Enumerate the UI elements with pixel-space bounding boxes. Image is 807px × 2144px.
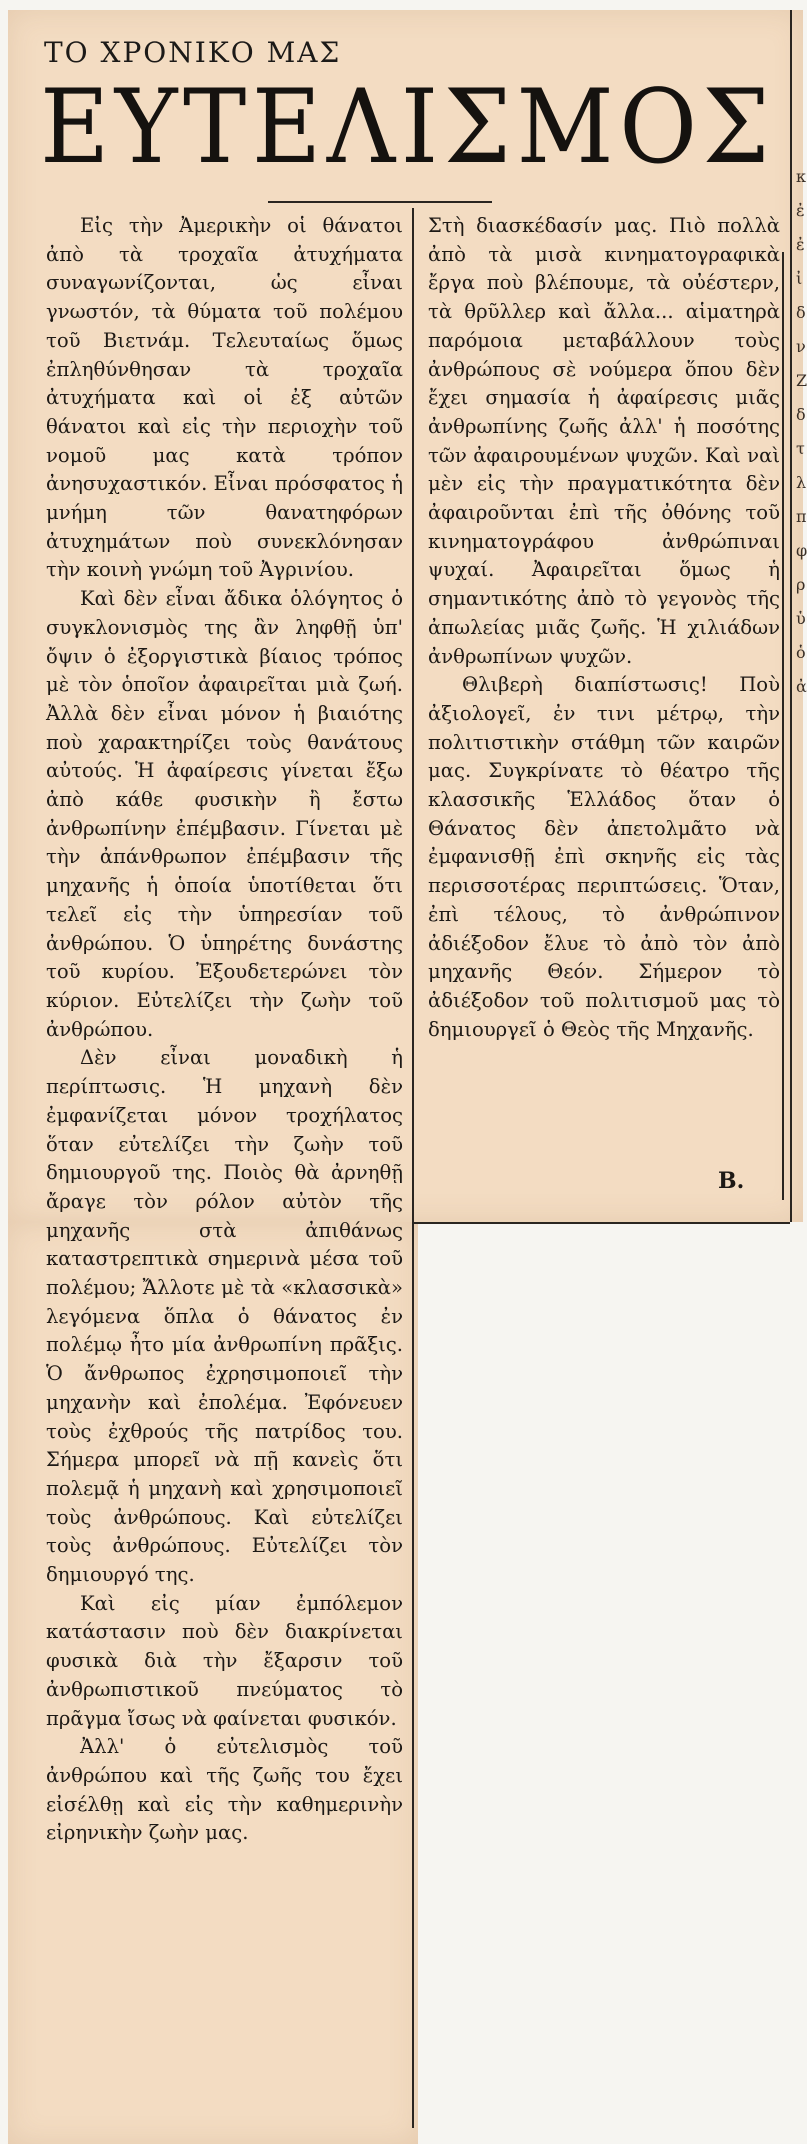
paragraph: Εἰς τὴν Ἀμερικὴν οἱ θάνατοι ἀπὸ τὰ τροχαῖα ἀτυχήματα συναγωνίζονται, ὡς εἶναι γνωστόν, τὰ θύματα τοῦ πολέμου τοῦ Βιετνάμ. Τελευταίως ὅμως ἐπληθύνθησαν τὰ τροχαῖα ἀτυχήματα καὶ οἱ ἐξ αὐτῶν θάνατοι καὶ εἰς τὴν περιοχὴν τοῦ νομοῦ μας κατὰ τρόπον ἀνησυχαστικόν. Εἶναι πρόσφατος ἡ μνήμη τῶν θανατηφόρων ἀτυχημάτων ποὺ συνεκλόνησαν τὴν κοινὴ γνώμη τοῦ Ἀγρινίου.	[46, 214, 403, 582]
column-divider	[412, 208, 414, 2128]
edge-fragment: ἐ	[796, 235, 805, 254]
section-kicker: ΤΟ ΧΡΟΝΙΚΟ ΜΑΣ	[44, 36, 342, 69]
paragraph: Δὲν εἶναι μοναδικὴ ἡ περίπτωσις. Ἡ μηχανὴ δὲν ἐμφανίζεται μόνον τροχήλατος ὅταν εὐτελίζει τὴν ζωὴν τοῦ δημιουργοῦ της. Ποιὸς θὰ ἀρνηθῇ ἄραγε τὸν ρόλον αὐτὸν τῆς μηχανῆς στὰ ἀπιθάνως καταστρεπτικὰ σημερινὰ μέσα τοῦ πολέμου; Ἄλλοτε μὲ τὰ «κλασσικὰ» λεγόμενα ὅπλα ὁ θάνατος ἐν πολέμῳ ἦτο μία ἀνθρωπίνη πρᾶξις. Ὁ ἄνθρωπος ἐχρησιμοποιεῖ τὴν μηχανὴν καὶ ἐπολέμα. Ἐφόνευεν τοὺς ἐχθρούς τῆς πατρίδος του. Σήμερα μπορεῖ νὰ πῇ κανεὶς ὅτι πολεμᾷ ἡ μηχανὴ καὶ χρησιμοποιεῖ τοὺς ἀνθρώπους. Καὶ εὐτελίζει τοὺς ἀνθρώπους. Εὐτελίζει τὸν δημιουργό της.	[46, 1046, 403, 1587]
edge-fragment: π	[796, 507, 807, 526]
edge-fragment: ὁ	[796, 643, 806, 662]
edge-fragment: ἐ	[796, 201, 805, 220]
right-column-bottom-rule	[414, 1222, 790, 1224]
edge-fragment: ρ	[796, 575, 806, 594]
edge-fragment: ἰ	[796, 269, 803, 288]
paragraph: Καὶ δὲν εἶναι ἄδικα ὁλόγητος ὁ συγκλονισμὸς της ἂν ληφθῇ ὑπ' ὄψιν ὁ ἐξοργιστικὰ βίαιος τρόπος μὲ τὸν ὁποῖον ἀφαιρεῖται μιὰ ζωή. Ἀλλὰ δὲν εἶναι μόνον ἡ βιαιότης ποὺ χαρακτηρίζει τοὺς θανάτους αὐτούς. Ἡ ἀφαίρεσις γίνεται ἔξω ἀπὸ κάθε φυσικὴν ἢ ἔστω ἀνθρωπίνην ἐπέμβασιν. Γίνεται μὲ τὴν ἀπάνθρωπον ἐπέμβασιν τῆς μηχανῆς ἡ ὁποία ὑποτίθεται ὅτι τελεῖ εἰς τὴν ὑπηρεσίαν τοῦ ἀνθρώπου. Ὁ ὑπηρέτης δυνάστης τοῦ κυρίου. Ἐξουδετερώνει τὸν κύριον. Εὐτελίζει τὴν ζωὴν τοῦ ἀνθρώπου.	[46, 587, 403, 1041]
adjacent-column-fragments	[796, 160, 806, 704]
edge-fragment: δ	[796, 405, 806, 424]
edge-fragment: τ	[796, 439, 805, 458]
edge-fragment: ἀ	[796, 677, 807, 696]
right-column-frame	[782, 252, 784, 1200]
paragraph: Θλιβερὴ διαπίστωσις! Ποὺ ἀξιολογεῖ, ἐν τινι μέτρῳ, τὴν πολιτιστικὴν στάθμη τῶν καιρῶν μας. Συγκρίνατε τὸ θέατρο τῆς κλασσικῆς Ἑλλάδος ὅταν ὁ Θάνατος δὲν ἀπετολμᾶτο νὰ ἐμφανισθῇ ἐπὶ σκηνῆς εἰς τὰς περισσοτέρας περιπτώσεις. Ὅταν, ἐπὶ τέλους, τὸ ἀνθρώπινον ἀδιέξοδον ἔλυε τὸ ἀπὸ τὸν ἀπὸ μηχανῆς Θεόν. Σήμερον τὸ ἀδιέξοδον τοῦ πολιτισμοῦ μας τὸ δημιουργεῖ ὁ Θεὸς τῆς Μηχανῆς.	[428, 673, 780, 1041]
paragraph: Καὶ εἰς μίαν ἐμπόλεμον κατάστασιν ποὺ δὲν διακρίνεται φυσικὰ διὰ τὴν ἔξαρσιν τοῦ ἀνθρωπιστικοῦ πνεύματος τὸ πρᾶγμα ἴσως νὰ φαίνεται φυσικόν.	[46, 1591, 403, 1730]
paragraph: Στὴ διασκέδασίν μας. Πιὸ πολλὰ ἀπὸ τὰ μισὰ κινηματογραφικὰ ἔργα ποὺ βλέπουμε, τὰ οὐέστερν, τὰ θρῦλλερ καὶ ἄλλα... αἱματηρὰ παρόμοια μεταβάλλουν τοὺς ἀνθρώπους σὲ νούμερα ὅπου δὲν ἔχει σημασία ἡ ἀφαίρεσις μιᾶς ἀνθρωπίνης ζωῆς ἀλλ' ἡ ποσότης τῶν ἀφαιρουμένων ψυχῶν. Καὶ ναὶ μὲν εἰς τὴν πραγματικότητα δὲν ἀφαιροῦνται ἐπὶ τῆς ὀθόνης τοῦ κινηματογράφου ἀνθρώπιναι ψυχαί. Ἀφαιρεῖται ὅμως ἡ σημαντικότης ἀπὸ τὸ γεγονὸς τῆς ἀπωλείας μιᾶς ζωῆς. Ἡ χιλιάδων ἀνθρωπίνων ψυχῶν.	[428, 214, 780, 668]
edge-fragment: λ	[796, 473, 807, 492]
edge-fragment: Ζ	[796, 371, 807, 390]
headline-rule	[268, 201, 492, 203]
right-column	[428, 212, 780, 1044]
edge-fragment: ὑ	[796, 609, 806, 628]
adjacent-column-rule	[790, 10, 792, 1222]
edge-fragment: δ	[796, 303, 806, 322]
paragraph: Ἀλλ' ὁ εὐτελισμὸς τοῦ ἀνθρώπου καὶ τῆς ζωῆς του ἔχει εἰσέλθῃ καὶ εἰς τὴν καθημερινὴν εἰρηνικὴν ζωὴν μας.	[46, 1735, 403, 1845]
author-signature: Β.	[718, 1168, 745, 1194]
edge-fragment: φ	[796, 541, 807, 560]
edge-fragment: κ	[796, 167, 806, 186]
edge-fragment: ν	[796, 337, 806, 356]
headline: ΕΥΤΕΛΙΣΜΟΣ	[40, 68, 776, 187]
left-column	[46, 212, 403, 1848]
